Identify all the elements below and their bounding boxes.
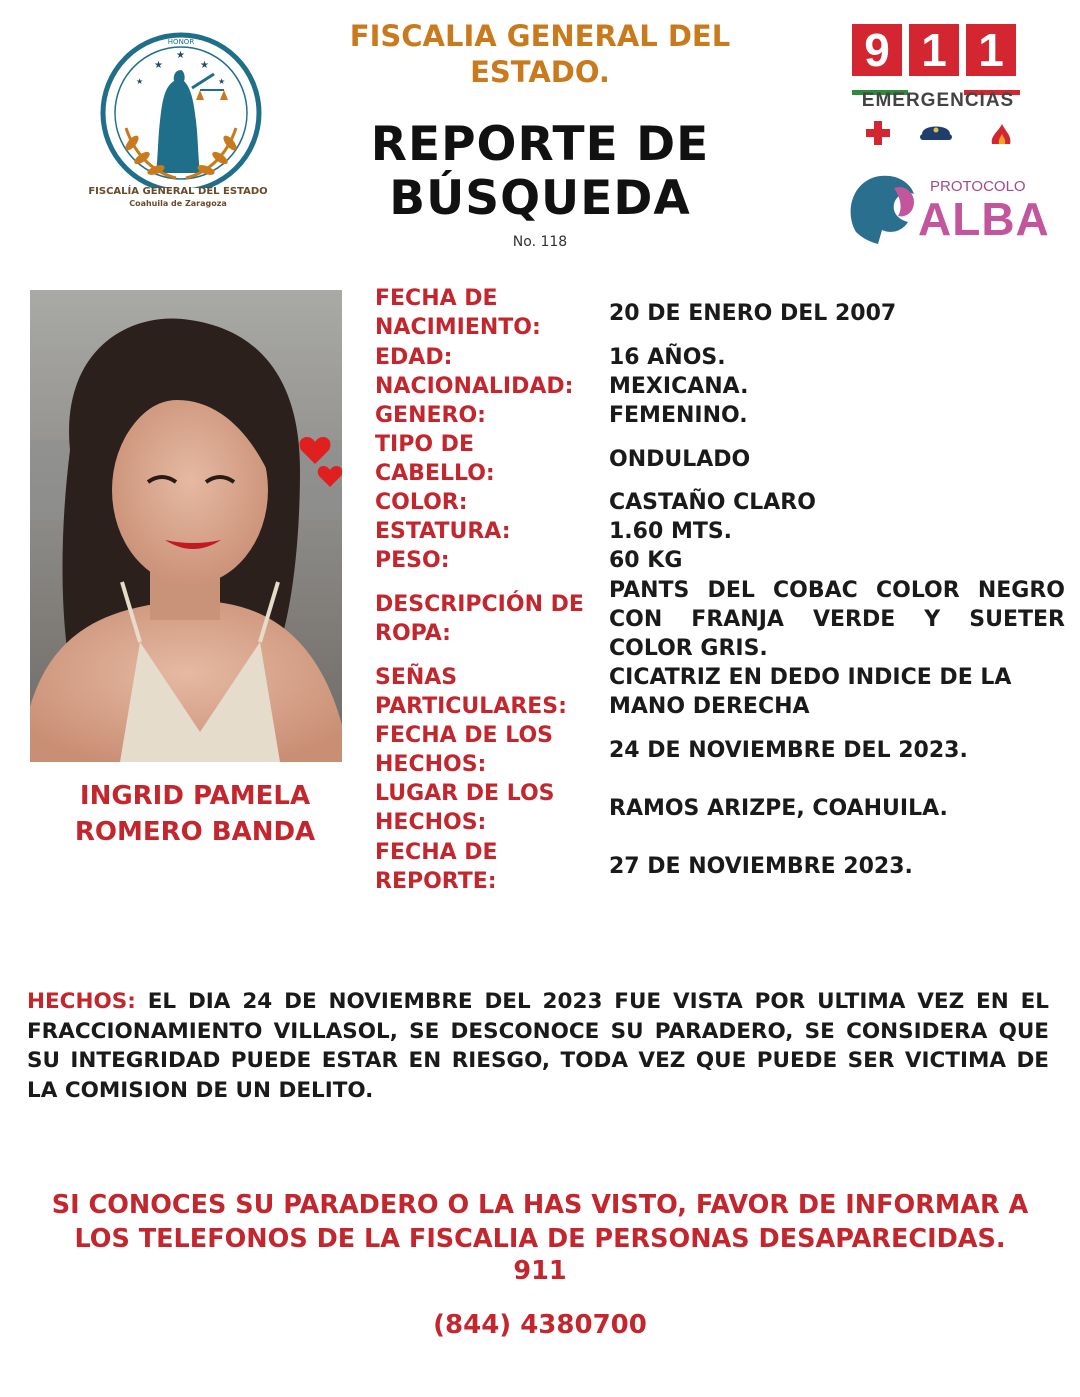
- svg-text:★: ★: [218, 77, 226, 86]
- color-label: COLOR:: [375, 490, 468, 515]
- person-name: [40, 778, 350, 850]
- birth-label: FECHA DE NACIMIENTO:: [375, 286, 541, 340]
- alba-protocolo-text: PROTOCOLO: [930, 178, 1026, 195]
- hair-type-label: TIPO DE CABELLO:: [375, 432, 495, 486]
- fiscalia-seal-icon: [96, 28, 266, 188]
- color-value: CASTAÑO CLARO: [609, 490, 816, 515]
- digit-1: 1: [909, 24, 959, 76]
- alba-head-icon: [846, 172, 918, 246]
- gender-value: FEMENINO.: [609, 403, 748, 428]
- alba-name-text: ALBA: [918, 193, 1050, 245]
- marks-value: CICATRIZ EN DEDO INDICE DE LA MANO DERECHA: [609, 665, 1012, 719]
- clothing-label: DESCRIPCIÓN DE ROPA:: [375, 592, 584, 646]
- phone-number: (844) 4380700: [433, 1310, 647, 1340]
- report-date-label: FECHA DE REPORTE:: [375, 840, 498, 894]
- nationality-label: NACIONALIDAD:: [375, 374, 574, 399]
- fire-icon: [992, 124, 1011, 144]
- fiscalia-logo-subtitle: Coahuila de Zaragoza: [129, 199, 227, 208]
- report-number: No. 118: [512, 234, 568, 250]
- person-name-line1: INGRID PAMELA: [79, 781, 311, 811]
- height-label: ESTATURA:: [375, 519, 511, 544]
- digit-9: 9: [852, 24, 902, 76]
- hair-type-value: ONDULADO: [609, 447, 751, 472]
- event-place-value: RAMOS ARIZPE, COAHUILA.: [609, 796, 948, 821]
- report-title: REPORTE DE BÚSQUEDA: [370, 117, 710, 226]
- report-date-value: 27 DE NOVIEMBRE 2023.: [609, 854, 913, 879]
- birth-value: 20 DE ENERO DEL 2007: [609, 301, 897, 326]
- facts-label: HECHOS:: [27, 989, 136, 1014]
- emergency-label: EMERGENCIAS: [861, 90, 1015, 111]
- height-value: 1.60 MTS.: [609, 519, 733, 544]
- svg-text:★: ★: [176, 50, 185, 61]
- gender-label: GENERO:: [375, 403, 486, 428]
- flag-strip: [852, 80, 1022, 85]
- svg-text:★: ★: [136, 77, 144, 86]
- portrait-image: [30, 290, 342, 762]
- marks-label: SEÑAS PARTICULARES:: [375, 665, 567, 719]
- person-name-line2: ROMERO BANDA: [74, 817, 316, 847]
- facts-text: EL DIA 24 DE NOVIEMBRE DEL 2023 FUE VISTA POR ULTIMA VEZ EN EL FRACCIONAMIENTO VILLASOL, SE DESCONOCE SU PARADERO, SE CONSIDERA QUE SU INTEGRIDAD PUEDE ESTAR EN RIESGO, TODA VEZ QUE PUEDE SER VICTIMA DE LA COMISION DE UN DELITO.: [27, 989, 1049, 1103]
- clothing-value: PANTS DEL COBAC COLOR NEGRO CON FRANJA VERDE Y SUETER COLOR GRIS.: [609, 578, 1065, 661]
- hotline-number: 911: [513, 1256, 567, 1286]
- svg-text:★: ★: [154, 60, 163, 71]
- weight-value: 60 KG: [609, 548, 683, 573]
- missing-person-photo: [30, 290, 342, 762]
- agency-title: FISCALIA GENERAL DEL ESTADO.: [349, 19, 731, 89]
- digit-1b: 1: [966, 24, 1016, 76]
- weight-label: PESO:: [375, 548, 450, 573]
- event-date-label: FECHA DE LOS HECHOS:: [375, 723, 554, 777]
- emergency-911-logo: [852, 24, 1024, 154]
- event-place-label: LUGAR DE LOS HECHOS:: [375, 781, 555, 835]
- police-cap-icon: [920, 127, 952, 141]
- protocolo-alba-logo: [846, 170, 1050, 250]
- seal-ring-text: HONOR: [167, 38, 195, 46]
- age-value: 16 AÑOS.: [609, 345, 726, 370]
- age-label: EDAD:: [375, 345, 453, 370]
- nationality-value: MEXICANA.: [609, 374, 749, 399]
- medical-cross-icon: [866, 121, 890, 145]
- event-date-value: 24 DE NOVIEMBRE DEL 2023.: [609, 738, 968, 763]
- fiscalia-logo-name: FISCALÍA GENERAL DEL ESTADO: [88, 186, 268, 197]
- call-to-action: SI CONOCES SU PARADERO O LA HAS VISTO, FAVOR DE INFORMAR A LOS TELEFONOS DE LA FISCALIA DE PERSONAS DESAPARECIDAS.: [51, 1190, 1029, 1254]
- svg-text:★: ★: [200, 60, 209, 71]
- facts-paragraph: [27, 987, 1049, 1105]
